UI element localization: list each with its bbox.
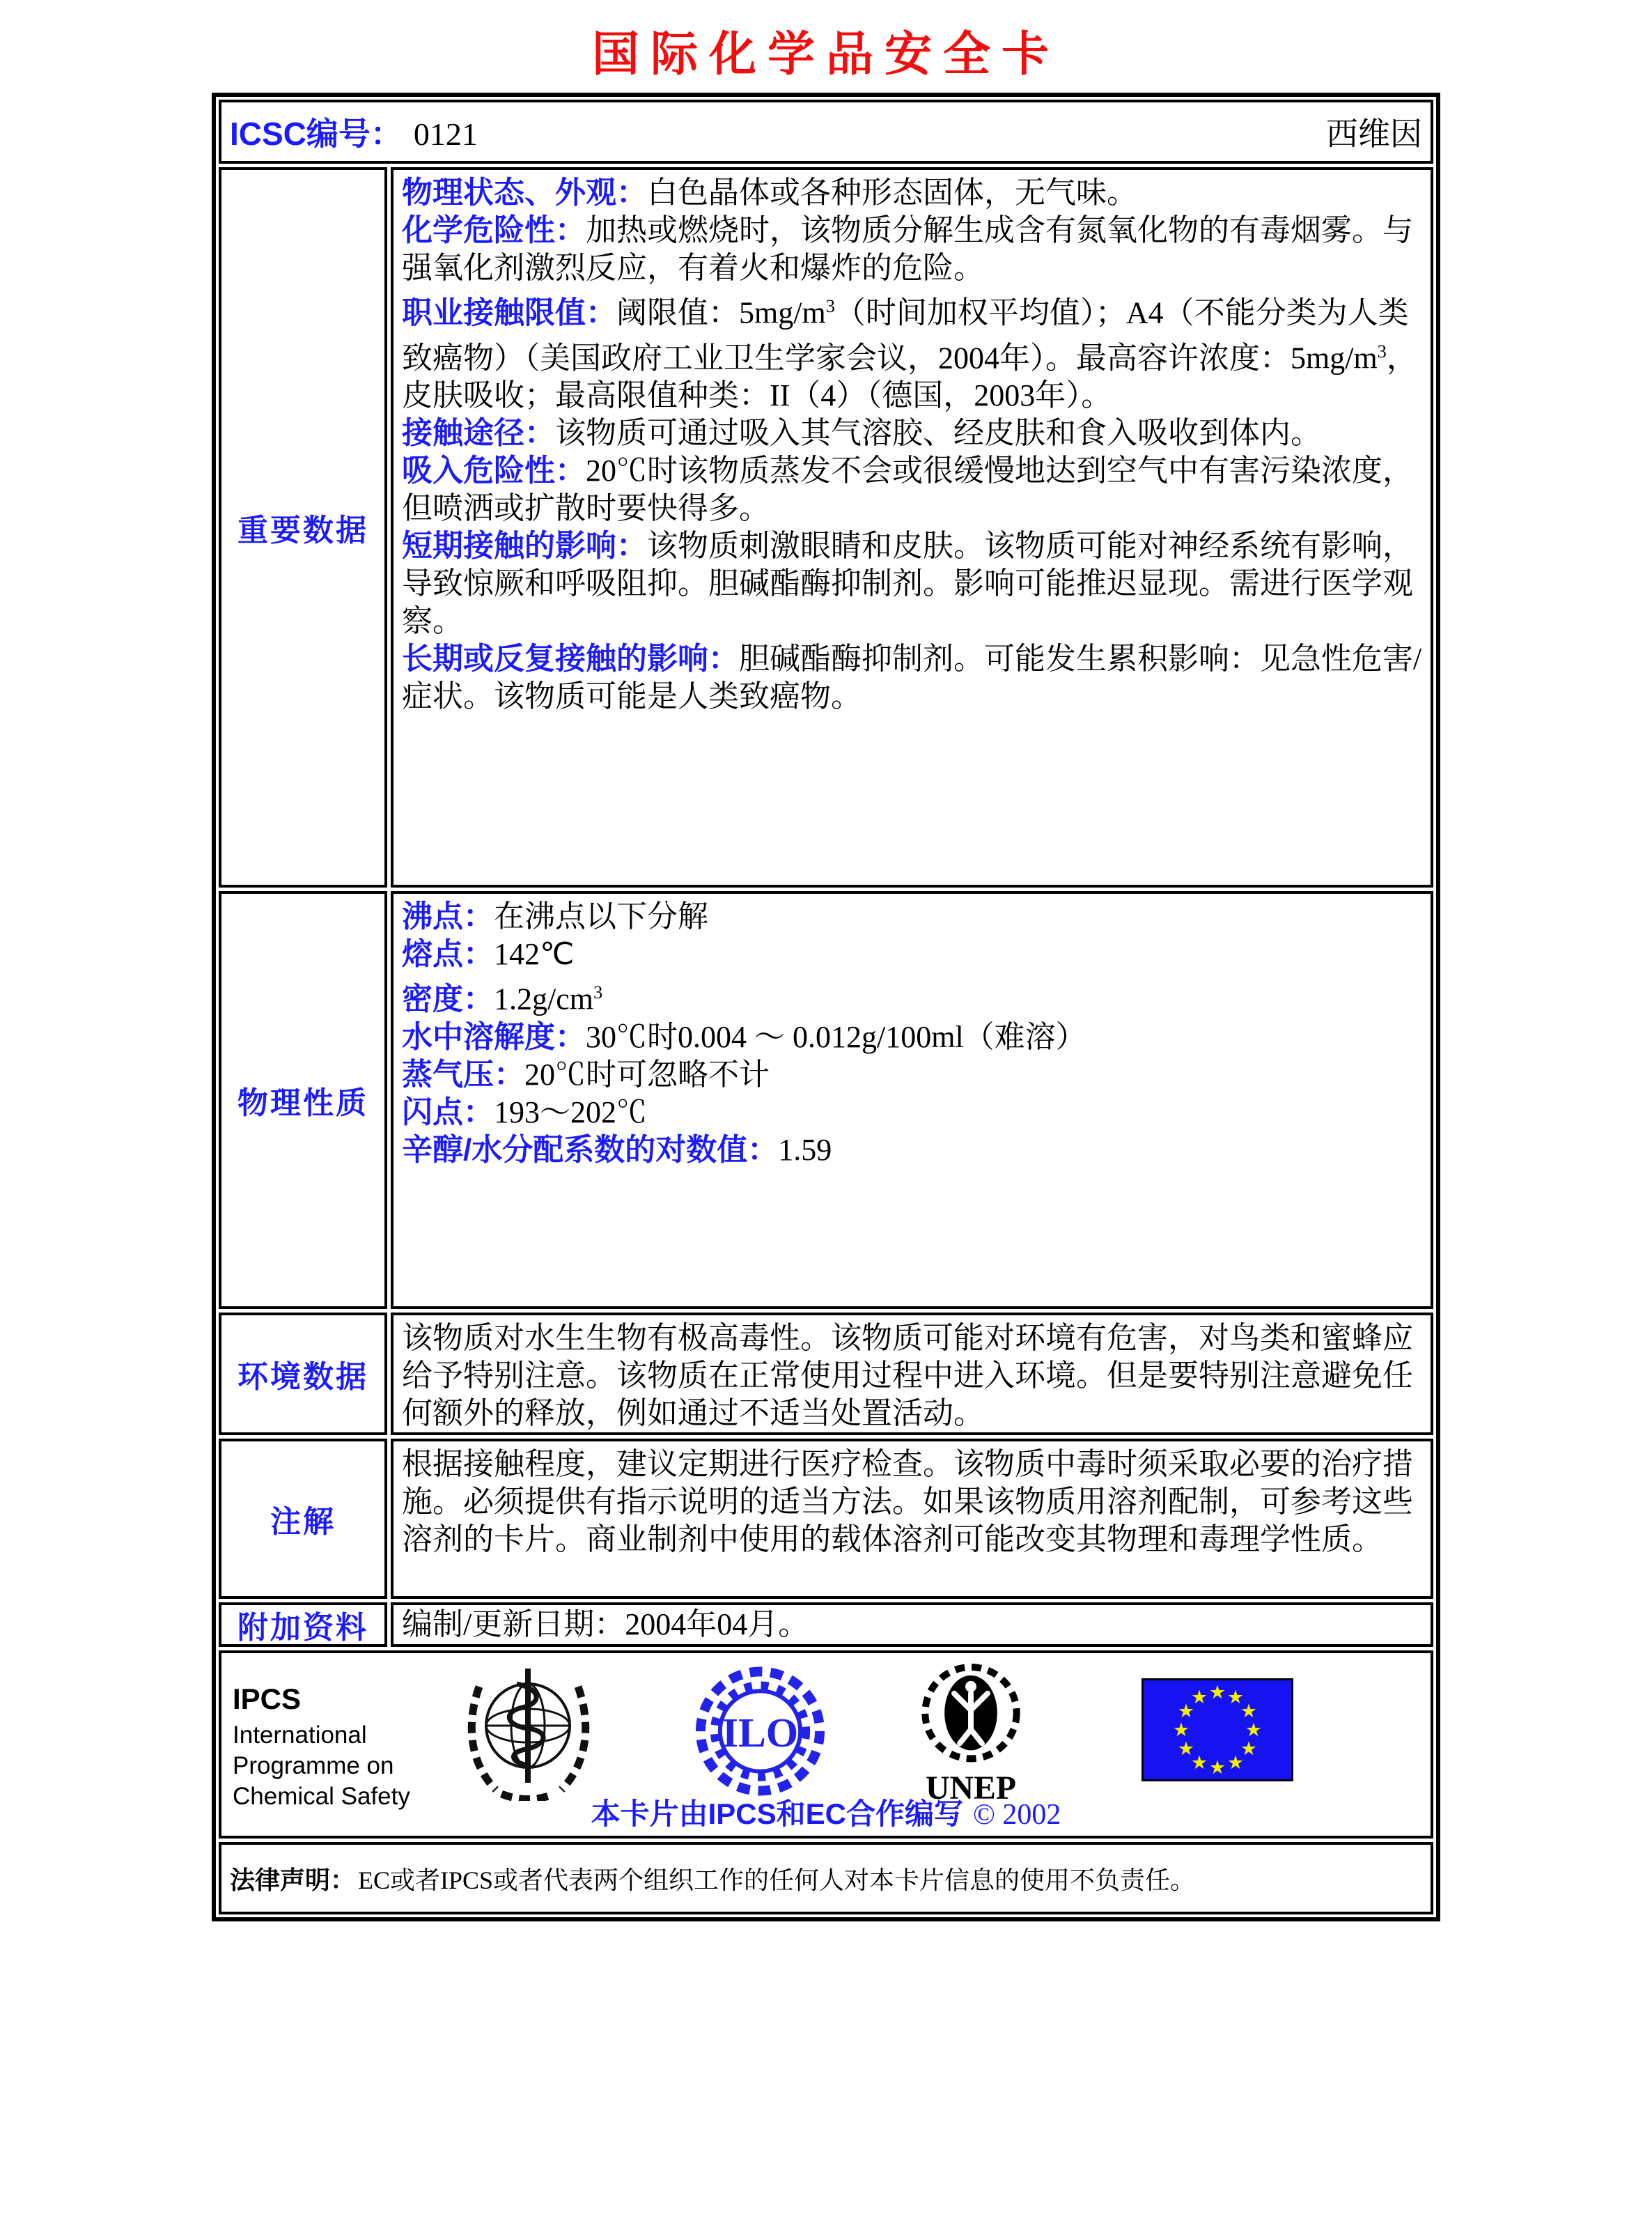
exposure-routes-item: [402, 415, 1422, 452]
icsc-number-group: [230, 109, 478, 155]
row-label-additional-info: [219, 1602, 387, 1647]
short-term-effects-item: [402, 527, 1422, 640]
superscript: 3: [825, 295, 835, 316]
physical-state-label: 物理状态、外观：: [402, 176, 647, 210]
icsc-number-value: 0121: [413, 116, 478, 152]
density-text: 1.2g/cm: [494, 982, 593, 1016]
physical-properties-content: [391, 891, 1433, 1309]
eu-star: ★: [1172, 1719, 1190, 1740]
unep-logo-text: UNEP: [925, 1770, 1017, 1807]
short-term-effects-label: 短期接触的影响：: [402, 529, 647, 564]
ilo-logo-icon: [692, 1662, 828, 1801]
ipcs-subtitle-line: International: [233, 1721, 367, 1749]
eu-star: ★: [1177, 1701, 1195, 1721]
chemical-name: 西维因: [1326, 116, 1422, 152]
eu-star: ★: [1226, 1687, 1245, 1708]
short-term-effects-text: 该物质刺激眼睛和皮肤。该物质可能对神经系统有影响，导致惊厥和呼吸阻抑。胆碱酯酶抑制剂。影响可能推迟显现。需进行医学观察。: [402, 529, 1413, 639]
oel-text-1: 阈限值：5mg/m: [616, 295, 826, 330]
row-label-important-data: [219, 167, 387, 888]
chemical-danger-item: [402, 212, 1422, 287]
log-pow-text: 1.59: [778, 1132, 832, 1167]
row-label-text: 附加资料: [237, 1611, 368, 1645]
additional-info-content: [391, 1602, 1433, 1647]
notes-text: 根据接触程度，建议定期进行医疗检查。该物质中毒时须采取必要的治疗措施。必须提供有指示说明的适当方法。如果该物质用溶剂配制，可参考这些溶剂的卡片。商业制剂中使用的载体溶剂可能改变其物理和毒理学性质。: [402, 1447, 1413, 1556]
eu-star: ★: [1240, 1738, 1258, 1759]
boiling-point-item: [402, 898, 1422, 936]
flash-point-text: 193～202℃: [494, 1094, 647, 1129]
row-label-environmental-data: [219, 1313, 387, 1435]
density-item: [402, 973, 1422, 1019]
additional-info-text: 编制/更新日期：2004年04月。: [402, 1607, 809, 1641]
inhalation-risk-item: [402, 452, 1422, 527]
eu-star: ★: [1245, 1719, 1263, 1740]
water-solubility-item: [402, 1019, 1422, 1056]
superscript: 3: [593, 982, 603, 1003]
eu-star: ★: [1208, 1682, 1226, 1703]
inhalation-risk-text: 20℃时该物质蒸发不会或很缓慢地达到空气中有害污染浓度，但喷洒或扩散时要快得多。: [402, 454, 1413, 526]
legal-notice-row: [219, 1842, 1433, 1914]
long-term-effects-item: [402, 640, 1422, 715]
legal-notice-cell: [219, 1842, 1433, 1914]
oel-text-3: ，皮肤吸收；最高限值种类：II（4）（德国，2003年）。: [402, 341, 1417, 413]
eu-star: ★: [1190, 1687, 1208, 1708]
melting-point-text: 142℃: [494, 937, 575, 971]
ipcs-title: IPCS: [233, 1682, 302, 1715]
row-label-notes: [219, 1439, 387, 1599]
header-row: [219, 100, 1433, 164]
ipcs-subtitle-line: Programme on: [233, 1751, 394, 1779]
physical-state-text: 白色晶体或各种形态固体，无气味。: [647, 176, 1137, 210]
notes-content: [391, 1439, 1433, 1599]
eu-star: ★: [1240, 1701, 1258, 1721]
chemical-danger-text: 加热或燃烧时，该物质分解生成含有氮氧化物的有毒烟雾。与强氧化剂激烈反应，有着火和爆炸的危险。: [402, 213, 1413, 285]
vapor-pressure-text: 20℃时可忽略不计: [524, 1057, 770, 1092]
row-label-physical-properties: [219, 891, 387, 1309]
inhalation-risk-label: 吸入危险性：: [402, 454, 586, 488]
important-data-row: [219, 167, 1433, 888]
row-label-text: 重要数据: [237, 513, 368, 548]
who-logo-icon: [462, 1662, 595, 1801]
physical-state-item: [402, 174, 1422, 212]
ilo-logo-text: ILO: [722, 1709, 799, 1756]
density-label: 密度：: [402, 982, 494, 1016]
oel-text-2: （时间加权平均值）；A4（不能分类为人类致癌物）（美国政府工业卫生学家会议，2004年）。最高容许浓度：5mg/m: [402, 295, 1409, 376]
vapor-pressure-item: [402, 1056, 1422, 1094]
ipcs-subtitle-line: Chemical Safety: [233, 1782, 410, 1810]
page-title: 国际化学品安全卡: [591, 28, 1060, 81]
water-solubility-label: 水中溶解度：: [402, 1019, 586, 1054]
occupational-exposure-limits-item: [402, 287, 1422, 415]
oel-label: 职业接触限值：: [402, 295, 616, 330]
melting-point-label: 熔点：: [402, 937, 494, 971]
important-data-content: [391, 167, 1433, 888]
row-label-text: 环境数据: [237, 1360, 368, 1394]
flash-point-item: [402, 1094, 1422, 1131]
vapor-pressure-label: 蒸气压：: [402, 1057, 524, 1092]
icsc-card-table: [212, 93, 1440, 1921]
boiling-point-text: 在沸点以下分解: [494, 899, 708, 934]
eu-star: ★: [1208, 1757, 1226, 1778]
notes-row: [219, 1439, 1433, 1599]
eu-star: ★: [1226, 1752, 1245, 1773]
logos-row: [219, 1650, 1433, 1839]
physical-properties-row: [219, 891, 1433, 1309]
log-pow-item: [402, 1131, 1422, 1169]
header-cell: [219, 100, 1433, 164]
long-term-effects-text: 胆碱酯酶抑制剂。可能发生累积影响：见急性危害/症状。该物质可能是人类致癌物。: [402, 642, 1422, 714]
eu-flag-icon: [1141, 1678, 1293, 1781]
water-solubility-text: 30℃时0.004 ～ 0.012g/100ml（难溶）: [586, 1019, 1086, 1054]
long-term-effects-label: 长期或反复接触的影响：: [402, 642, 739, 676]
exposure-routes-label: 接触途径：: [402, 416, 555, 451]
environmental-data-content: [391, 1313, 1433, 1435]
superscript: 3: [1377, 340, 1387, 362]
boiling-point-label: 沸点：: [402, 899, 494, 934]
environmental-data-text: 该物质对水生生物有极高毒性。该物质可能对环境有危害，对鸟类和蜜蜂应给予特别注意。该物质在正常使用过程中进入环境。但是要特别注意避免任何额外的释放，例如通过不适当处置活动。: [402, 1321, 1413, 1430]
legal-notice-text: EC或者IPCS或者代表两个组织工作的任何人对本卡片信息的使用不负责任。: [358, 1866, 1196, 1894]
icsc-number-label: ICSC编号：: [230, 116, 403, 152]
flash-point-label: 闪点：: [402, 1094, 494, 1129]
icsc-document-page: [0, 17, 1652, 2237]
melting-point-item: [402, 936, 1422, 973]
eu-star: ★: [1190, 1752, 1208, 1773]
copyright-text: © 2002: [972, 1799, 1061, 1831]
log-pow-label: 辛醇/水分配系数的对数值：: [402, 1132, 779, 1167]
environmental-data-row: [219, 1313, 1433, 1435]
footer-caption: [221, 1791, 1431, 1833]
row-label-text: 物理性质: [237, 1086, 368, 1120]
exposure-routes-text: 该物质可通过吸入其气溶胶、经皮肤和食入吸收到体内。: [555, 416, 1321, 451]
legal-notice-label: 法律声明：: [230, 1865, 356, 1894]
chemical-danger-label: 化学危险性：: [402, 213, 586, 247]
unep-logo-icon: [915, 1660, 1027, 1810]
row-label-text: 注解: [270, 1505, 336, 1539]
footer-caption-text: 本卡片由IPCS和EC合作编写: [591, 1797, 963, 1830]
additional-info-row: [219, 1602, 1433, 1647]
eu-star: ★: [1177, 1738, 1195, 1759]
logos-cell: [219, 1650, 1433, 1839]
